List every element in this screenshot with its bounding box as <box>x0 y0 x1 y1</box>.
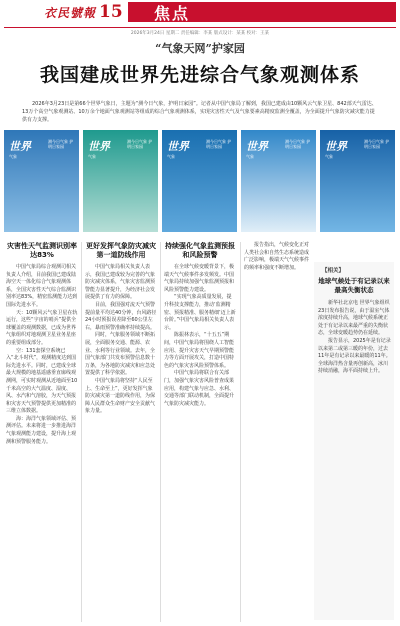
article-lead: 2026年3月23日是第66个世界气象日，主题为“测今日气象，护明日家园”。记者从中国气象局了解到，我国已建成由10颗风云气象卫星、842部天气雷达、13万个高空气象观测站、10万余个地面气象观测站等组成的综合气象观测体系，实现灾害性天气及气象要素高精度监测全覆盖，为全面提升气象防灾减灾能力提供有力支撑。 <box>22 101 377 123</box>
article-kicker: “气象天网”护家园 <box>155 42 245 55</box>
paragraph: 报告显示，2025年是有记录以来第二或第三暖的年份，过去11年是有记录以来最暖的11年。全球海洋热含量再创新高，冰川持续消融，海平面持续上升。 <box>318 337 391 375</box>
cover-title: 世界 <box>88 140 110 153</box>
magazine-cover-5 <box>320 130 395 232</box>
masthead <box>0 0 400 28</box>
cover-subtitle: 气象 <box>167 154 175 159</box>
column-heading: 持续强化气象监测预报和风险预警 <box>165 242 235 259</box>
column-heading: 灾害性天气监测识别率达83% <box>7 242 77 259</box>
article-column-2 <box>85 242 157 416</box>
cover-subtitle: 气象 <box>9 154 17 159</box>
paragraph: 空：131套探空系统已入“北斗时代”，观测精度达到国际先进水平。同时，已建成全球最大规模的地基遥感垂直廓线观测网，可实时观测从近地面至10千米高空的大气温度、湿度、风、水汽和气溶胶，为天气预报和灾害天气预警提供更加精准的三维立体数据。 <box>6 347 78 415</box>
article-column-1 <box>6 242 78 446</box>
paragraph: 在全球气候变暖背景下，极端天气气候事件多发频发。中国气象局持续加强气象监测预报和风险预警能力建设。 <box>164 264 235 293</box>
column-divider <box>160 242 161 622</box>
cover-tagline: 测今日气象 护明日家园 <box>285 139 311 149</box>
article-column-4 <box>244 242 310 272</box>
cover-tagline: 测今日气象 护明日家园 <box>206 139 232 149</box>
page-number: 15 <box>99 2 123 22</box>
magazine-covers-strip <box>4 130 396 232</box>
article-headline: 我国建成世界先进综合气象观测体系 <box>39 64 360 86</box>
related-headline: 地球气候处于有记录以来最高失衡状态 <box>318 277 390 294</box>
paragraph: 天：10颗风云气象卫星在轨运行，这些“宇宙的哨兵”提供全球覆盖的观测数据，已成为世界气象组织对地观测卫星业务星座的重要组成部分。 <box>6 309 78 346</box>
related-body <box>318 300 392 376</box>
column-divider <box>240 242 241 622</box>
column-body <box>164 264 236 408</box>
paragraph: 中国气象局将坚持“人民至上、生命至上”，更好发挥气象防灾减灾第一道防线作用，为保障人民群众生命财产安全贡献气象力量。 <box>85 377 156 415</box>
related-tag: 【相关】 <box>322 268 345 274</box>
news-source: 新华社北京电 <box>328 300 359 306</box>
column-divider <box>81 242 82 622</box>
paragraph: 陈振林表示，“十五五”期间，中国气象局将围绕人工智能应用、提升灾害天气早期预警能力等方面开展攻关，打造中国特色的气象灾害风险预警体系。 <box>164 332 235 369</box>
magazine-cover-1 <box>4 130 79 232</box>
cover-title: 世界 <box>167 140 189 153</box>
column-body <box>6 264 78 446</box>
magazine-cover-4 <box>241 130 316 232</box>
cover-subtitle: 气象 <box>246 154 254 159</box>
paragraph: 中国气象局将联合有关部门，加强气象灾害风险普查成果应用，构建气象与应急、水利、交通等部门联动机制，全面提升气象防灾减灾能力。 <box>164 370 235 407</box>
masthead-divider <box>4 27 396 28</box>
column-body <box>85 264 157 416</box>
paragraph: 中国气象局综合观测司相关负责人介绍，目前我国已建成陆海空天一体化综合气象观测体系，全国灾害性天气综合监测识别率达83%，精密监测能力达到国际先进水平。 <box>6 264 78 308</box>
column-body <box>244 242 310 272</box>
paragraph: 报告指出，气候变化正对人类社会和自然生态系统造成广泛影响，极端天气气候事件的频率和强度不断增加。 <box>244 242 310 271</box>
paragraph: 中国气象局相关负责人表示，我国已建成较为完善的气象防灾减灾体系，气象灾害监测预警能力显著提升，为经济社会发展提供了有力的保障。 <box>85 264 156 301</box>
paragraph: 目前，我国强对流天气预警提前量平均达40分钟，台风路径24小时预报误差降至60公里左右，暴雨预警准确率持续提高。 <box>85 301 157 331</box>
magazine-cover-2 <box>83 130 158 232</box>
article-column-3 <box>164 242 236 408</box>
cover-subtitle: 气象 <box>88 154 96 159</box>
cover-title: 世界 <box>246 140 268 153</box>
newspaper-name: 衣民號報 <box>44 6 97 20</box>
paragraph: “实现气象高质量发展，提升科技支撑能力，推动‘监测精密、预报精准、服务精细’迈上新台阶。”中国气象局相关负责人表示。 <box>164 294 236 331</box>
column-heading: 更好发挥气象防灾减灾第一道防线作用 <box>86 242 156 259</box>
paragraph <box>318 300 392 338</box>
cover-subtitle: 气象 <box>325 154 333 159</box>
magazine-cover-3 <box>162 130 237 232</box>
cover-title: 世界 <box>9 140 31 153</box>
paragraph: 海：海洋气象领域评估、预测评估。未来将进一步推进海洋气象观测能力建设，提升海上观测和预警服务能力。 <box>6 415 77 445</box>
cover-tagline: 测今日气象 护明日家园 <box>127 139 153 149</box>
cover-title: 世界 <box>325 140 347 153</box>
cover-tagline: 测今日气象 护明日家园 <box>48 139 74 149</box>
paragraph-text: 世界气象组织23日发布报告说，由于温室气体浓度持续升高，地球气候系统正处于有记录以来最严重的失衡状态，全球变暖趋势仍在延续。 <box>318 300 390 337</box>
section-name: 焦点 <box>154 4 191 23</box>
paragraph: 同时，气象服务领域不断拓展，全面服务交通、能源、农业、水利等行业领域。去年，全国气象部门共发布预警信息数十万条，为各地防灾减灾和应急处置提供了科学依据。 <box>85 332 156 377</box>
cover-tagline: 测今日气象 护明日家园 <box>364 139 390 149</box>
issue-meta-line: 2026年3月24日 星期二 责任编辑：李某 版式设计：某某 校对：王某 <box>130 31 270 36</box>
